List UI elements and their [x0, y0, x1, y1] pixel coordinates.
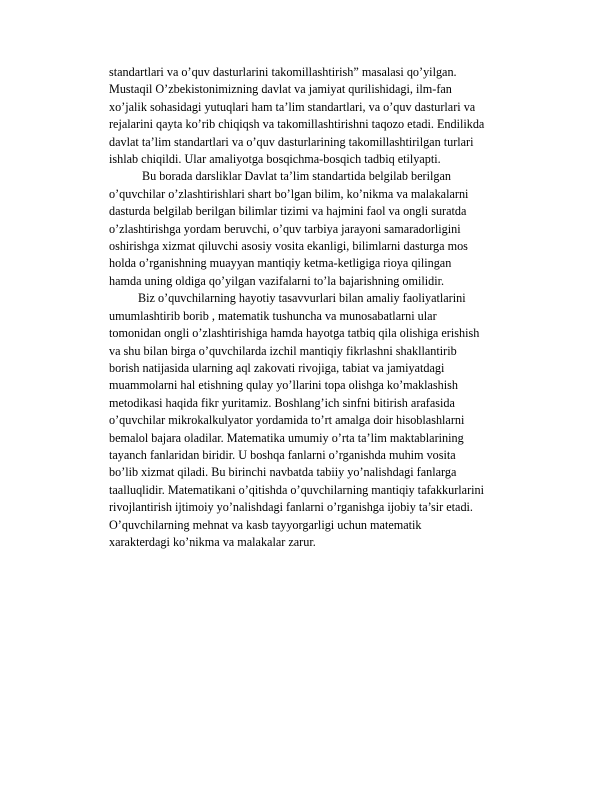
text-line: holda o’rganishning muayyan mantiqiy ketma-ketligiga rioya qilingan: [109, 256, 452, 271]
text-line: hamda uning oldiga qo’yilgan vazifalarni to’la bajarishning omilidir.: [109, 273, 445, 288]
text-line: o’quvchilar mikrokalkulyator yordamida to’rt amalga doir hisoblashlarni: [109, 413, 465, 428]
text-line: ishlab chiqildi. Ular amaliyotga bosqichma-bosqich tadbiq etilyapti.: [109, 152, 441, 167]
text-line: bemalol bajara oladilar. Matematika umumiy o’rta ta’lim maktablarining: [109, 430, 464, 445]
text-line: umumlashtirib borib , matematik tushuncha va munosabatlarni ular: [109, 308, 437, 323]
text-line: bo’lib xizmat qiladi. Bu birinchi navbatda tabiiy yo’nalishdagi fanlarga: [109, 465, 457, 480]
text-line: xarakterdagi ko’nikma va malakalar zarur.: [109, 534, 316, 549]
text-line: davlat ta’lim standartlari va o’quv dasturlarining takomillashtirilgan turlari: [109, 134, 474, 149]
text-line: muammolarni hal etishning qulay yo’llarini topa olishga ko’maklashish: [109, 378, 458, 393]
text-line: tayanch fanlaridan biridir. U boshqa fanlarni o’rganishda muhim vosita: [109, 447, 456, 462]
text-line: standartlari va o’quv dasturlarini takomillashtirish” masalasi qo’yilgan.: [109, 65, 457, 79]
text-line: xo’jalik sohasidagi yutuqlari ham ta’lim standartlari, va o’quv dasturlari va: [109, 99, 476, 114]
document-body: [109, 64, 549, 551]
text-line: dasturda belgilab berilgan bilimlar tizimi va hajmini faol va ongli suratda: [109, 204, 467, 219]
text-line: o’quvchilar o’zlashtirishlari shart bo’lgan bilim, ko’nikma va malakalarni: [109, 186, 469, 201]
text-line: tomonidan ongli o’zlashtirishiga hamda hayotga tatbiq qila olishiga erishish: [109, 326, 480, 341]
text-line: borish natijasida ularning aql zakovati rivojiga, tabiat va jamiyatdagi: [109, 360, 445, 375]
text-line: taalluqlidir. Matematikani o’qitishda o’quvchilarning mantiqiy tafakkurlarini: [109, 482, 485, 497]
text-line: rejalarini qayta ko’rib chiqiqsh va takomillashtirishni taqozo etadi. Endilikda: [109, 117, 485, 132]
text-line: oshirishga xizmat qiluvchi asosiy vosita ekanligi, bilimlarni dasturga mos: [109, 239, 468, 254]
text-line: Mustaqil O’zbekistonimizning davlat va jamiyat qurilishidagi, ilm-fan: [109, 82, 452, 97]
text-line: metodikasi haqida fikr yuritamiz. Boshlang’ich sinfni bitirish arafasida: [109, 395, 455, 410]
text-line: O’quvchilarning mehnat va kasb tayyorgarligi uchun matematik: [109, 517, 422, 532]
text-line: o’zlashtirishga yordam beruvchi, o’quv tarbiya jarayoni samaradorligini: [109, 221, 461, 236]
paragraph-first-line: Biz o’quvchilarning hayotiy tasavvurlari bilan amaliy faoliyatlarini: [138, 291, 466, 306]
paragraph-first-line: Bu borada darsliklar Davlat ta’lim standartida belgilab berilgan: [142, 169, 451, 184]
text-line: rivojlantirish ijtimoiy yo’nalishdagi fanlarni o’rganishga ijobiy ta’sir etadi.: [109, 500, 473, 515]
text-line: va shu bilan birga o’quvchilarda izchil mantiqiy fikrlashni shakllantirib: [109, 343, 457, 358]
